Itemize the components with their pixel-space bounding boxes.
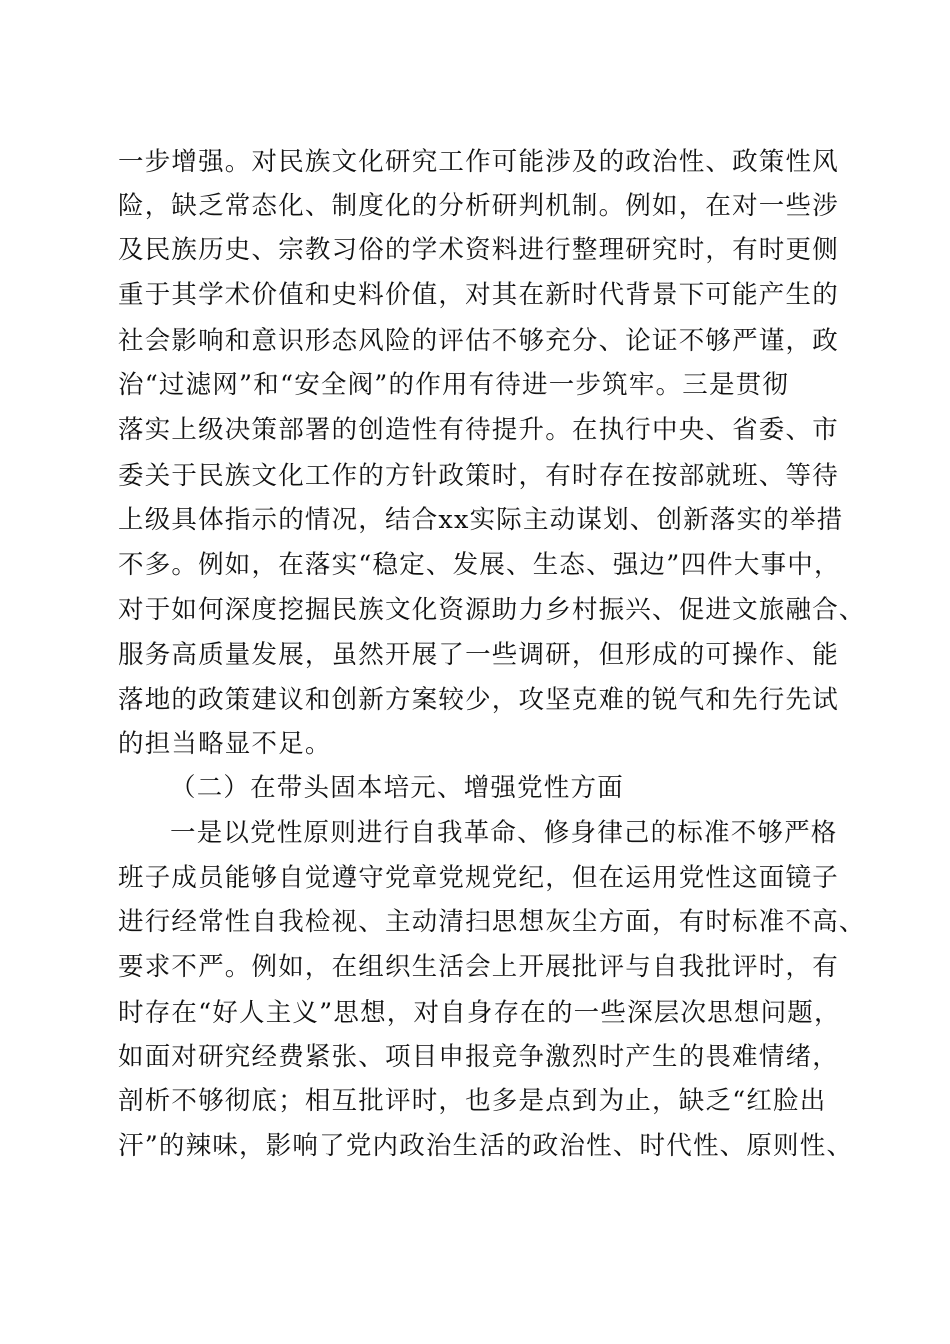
text-line: 社会影响和意识形态风险的评估不够充分、论证不够严谨，政 (118, 326, 839, 356)
text-line: 上级具体指示的情况，结合xx实际主动谋划、创新落实的举措 (118, 505, 844, 535)
text-line: 服务高质量发展，虽然开展了一些调研，但形成的可操作、能 (118, 640, 839, 670)
text-line: 的担当略显不足。 (118, 729, 332, 759)
text-line: 不多。例如，在落实“稳定、发展、生态、强边”四件大事中， (118, 550, 841, 580)
text-line: 剖析不够彻底；相互批评时，也多是点到为止，缺乏“红脸出 (118, 1086, 827, 1116)
text-line: 险，缺乏常态化、制度化的分析研判机制。例如，在对一些涉 (118, 191, 839, 221)
text-line: 委关于民族文化工作的方针政策时，有时存在按部就班、等待 (118, 461, 839, 491)
text-line: 对于如何深度挖掘民族文化资源助力乡村振兴、促进文旅融合、 (118, 595, 866, 625)
text-line: 要求不严。例如，在组织生活会上开展批评与自我批评时，有 (118, 952, 839, 982)
text-line: 重于其学术价值和史料价值，对其在新时代背景下可能产生的 (118, 280, 839, 310)
text-line: 进行经常性自我检视、主动清扫思想灰尘方面，有时标准不高、 (118, 907, 866, 937)
text-line: 班子成员能够自觉遵守党章党规党纪，但在运用党性这面镜子 (118, 863, 839, 893)
paragraph-lead: 一是以党性原则进行自我革命、修身律己的标准不够严格 (170, 818, 838, 848)
text-line: 治“过滤网”和“安全阀”的作用有待进一步筑牢。三是贯彻 (118, 370, 790, 400)
text-line: 时存在“好人主义”思想，对自身存在的一些深层次思想问题， (118, 998, 841, 1028)
text-line: 如面对研究经费紧张、项目申报竞争激烈时产生的畏难情绪， (118, 1042, 839, 1072)
section-heading: （二）在带头固本培元、增强党性方面 (170, 773, 624, 803)
text-line: 落地的政策建议和创新方案较少，攻坚克难的锐气和先行先试 (118, 685, 839, 715)
text-line: 一步增强。对民族文化研究工作可能涉及的政治性、政策性风 (118, 147, 839, 177)
text-line: 落实上级决策部署的创造性有待提升。在执行中央、省委、市 (118, 415, 839, 445)
text-line: 汗”的辣味，影响了党内政治生活的政治性、时代性、原则性、 (118, 1131, 854, 1161)
text-line: 及民族历史、宗教习俗的学术资料进行整理研究时，有时更侧 (118, 235, 839, 265)
